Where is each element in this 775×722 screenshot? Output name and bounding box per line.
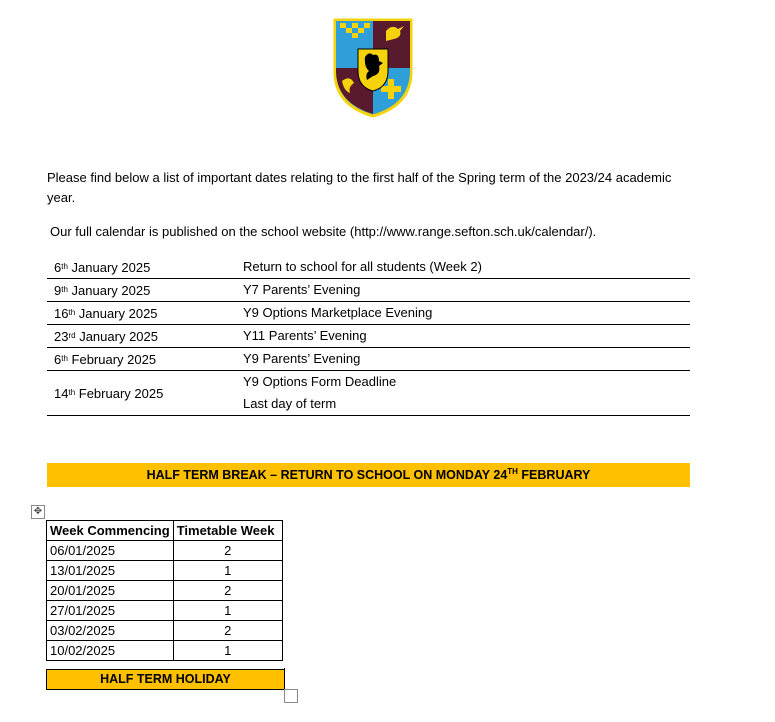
date-row bbox=[47, 348, 690, 371]
event-text: Y7 Parents’ Evening bbox=[243, 282, 361, 297]
week-commencing-cell: 20/01/2025 bbox=[47, 581, 174, 601]
date-cell: 23 rd January 2025 bbox=[54, 328, 158, 344]
timetable-week-cell: 2 bbox=[173, 541, 282, 561]
important-dates-table bbox=[47, 256, 690, 416]
column-header: Timetable Week bbox=[173, 521, 282, 541]
table-row bbox=[47, 541, 283, 561]
date-row bbox=[47, 325, 690, 348]
school-crest-icon bbox=[332, 17, 414, 119]
week-commencing-cell: 13/01/2025 bbox=[47, 561, 174, 581]
table-header-row bbox=[47, 521, 283, 541]
event-text: Y9 Options Marketplace Evening bbox=[243, 305, 433, 320]
event-text: Y11 Parents’ Evening bbox=[243, 328, 367, 343]
table-row bbox=[47, 601, 283, 621]
event-text: Y9 Options Form Deadline bbox=[243, 374, 397, 389]
timetable-week-cell: 2 bbox=[173, 581, 282, 601]
column-header: Week Commencing bbox=[47, 521, 174, 541]
table-move-handle-icon[interactable]: ✥ bbox=[31, 505, 45, 519]
date-cell: 6 th January 2025 bbox=[54, 259, 151, 275]
event-text: Last day of term bbox=[243, 396, 337, 411]
date-row bbox=[47, 279, 690, 302]
date-cell: 6 th February 2025 bbox=[54, 351, 157, 367]
table-row bbox=[47, 561, 283, 581]
timetable-weeks-table bbox=[46, 520, 283, 661]
table-resize-handle-icon[interactable] bbox=[284, 689, 298, 703]
date-row bbox=[47, 302, 690, 325]
week-commencing-cell: 06/01/2025 bbox=[47, 541, 174, 561]
timetable-week-cell: 1 bbox=[173, 641, 282, 661]
timetable-week-cell: 1 bbox=[173, 561, 282, 581]
table-row bbox=[47, 581, 283, 601]
week-commencing-cell: 10/02/2025 bbox=[47, 641, 174, 661]
week-commencing-cell: 27/01/2025 bbox=[47, 601, 174, 621]
half-term-holiday-row: HALF TERM HOLIDAY bbox=[46, 669, 285, 690]
date-cell: 14 th February 2025 bbox=[54, 385, 164, 401]
date-row bbox=[47, 256, 690, 279]
calendar-link-paragraph: Our full calendar is published on the school website (http://www.range.sefton.sch.uk/calendar/). bbox=[50, 224, 597, 239]
text-cursor bbox=[284, 668, 285, 688]
table-row bbox=[47, 641, 283, 661]
half-term-banner: HALF TERM BREAK – RETURN TO SCHOOL ON MONDAY 24TH FEBRUARY bbox=[47, 463, 690, 487]
date-cell: 16 th January 2025 bbox=[54, 305, 158, 321]
week-commencing-cell: 03/02/2025 bbox=[47, 621, 174, 641]
timetable-week-cell: 2 bbox=[173, 621, 282, 641]
timetable-week-cell: 1 bbox=[173, 601, 282, 621]
table-row bbox=[47, 621, 283, 641]
intro-paragraph: Please find below a list of important dates relating to the first half of the Spring term of the 2023/24 academic year. bbox=[47, 170, 672, 205]
event-text: Y9 Parents’ Evening bbox=[243, 351, 361, 366]
date-cell: 9 th January 2025 bbox=[54, 282, 151, 298]
event-text: Return to school for all students (Week 2) bbox=[243, 259, 482, 274]
date-row bbox=[47, 371, 690, 416]
